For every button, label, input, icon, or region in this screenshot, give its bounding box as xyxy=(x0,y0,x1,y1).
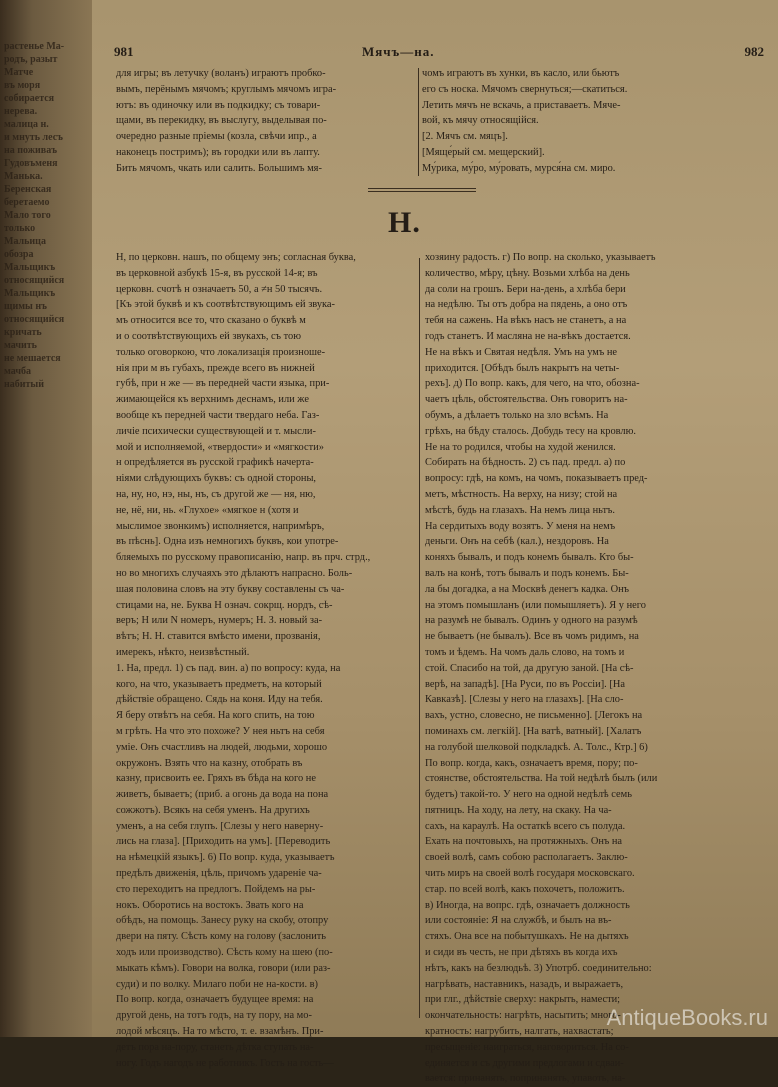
text-line: [Мяще́рый см. мещерский]. xyxy=(422,146,545,158)
text-line: губѣ, при н же — въ передней части языка, при- xyxy=(116,378,330,390)
text-line: пятницъ. На ходу, на лету, на скаку. На ча- xyxy=(425,804,612,816)
text-line: только оговоркою, что локализація произноше- xyxy=(116,346,326,358)
text-line: поминахъ см. легкій]. [На ватѣ, ватный]. [Халатъ xyxy=(425,725,642,737)
text-line: двери на пяту. Сѣсть кому на голову (заслонить xyxy=(116,931,327,943)
text-line: приходится. [Обѣдъ былъ накрытъ на четы- xyxy=(425,362,620,374)
text-line: стоянстве, обстоятельства. На той недѣлѣ былъ (или xyxy=(425,773,658,785)
text-line: въ церковной азбукѣ 15-я, въ русской 14-я; въ xyxy=(116,267,318,279)
text-line: вопросу: гдѣ, на комъ, на чомъ, показываетъ пред- xyxy=(425,473,648,485)
text-line: мой и исполняемой, «твердости» и «мягкости» xyxy=(116,441,324,453)
text-line: обумъ, а дѣлаетъ только на зло всѣмъ. На xyxy=(425,409,609,421)
text-line: лись на глаза]. [Приходить на умъ]. [Переводить xyxy=(116,836,331,848)
text-line: бляемыхъ по русскому правописанію, напр. въ прч. стрд., xyxy=(116,552,371,564)
section-rule-second xyxy=(368,191,476,192)
text-line: уміе. Онъ счастливъ на людей, людьми, хорошо xyxy=(116,741,328,753)
text-line: на нѣмецкій языкъ]. 6) По вопр. куда, указываетъ xyxy=(116,852,335,864)
text-line: на недѣлю. Ты отъ добра на пядень, а оно отъ xyxy=(425,299,628,311)
text-line: казну, присвоить ее. Гряхъ въ бѣда на кого не xyxy=(116,773,316,785)
text-line: метъ, мѣстность. На верху, на низу; стой на xyxy=(425,488,618,500)
text-line: На сердитыхъ воду возятъ. У меня на немъ xyxy=(425,520,616,532)
text-line: Бить мячомъ, чкать или салить. Большимъ мя- xyxy=(116,162,322,174)
text-line: мыслимое звонкимъ) исполняется, напримѣръ, xyxy=(116,520,325,532)
text-line: и о соотвѣтствующихъ ей звукахъ, съ тою xyxy=(116,330,302,342)
text-line: веръ; Н или N номеръ, нумеръ; Н. З. новый за- xyxy=(116,615,323,627)
adjacent-page-edge xyxy=(0,0,92,1037)
text-line: стой. Спасибо на той, да другую заной. [На сѣ- xyxy=(425,662,634,674)
text-line: вой, къ мячу относящійся. xyxy=(422,115,539,127)
text-line: Летить мячъ не вскачь, а приставаетъ. Мяче- xyxy=(422,99,621,111)
text-line: ла бы догадка, а на Москвѣ денегъ кадка. Онъ xyxy=(425,583,630,595)
text-line: Ехать на почтовыхъ, на протяжныхъ. Онъ на xyxy=(425,836,623,848)
text-line: детъ пора на-пору, станеть дѣтка ступать на- xyxy=(116,1041,314,1053)
text-line: пресыщеніе: наиграться, наговориться. На со- xyxy=(425,1041,629,1053)
text-line: суди) и по волку. Милаго поби не на-кости. в) xyxy=(116,978,319,990)
text-line: для игры; въ летучку (воланъ) играютъ пробко- xyxy=(116,68,326,79)
text-line: личіе психически существующей и т. мысли- xyxy=(116,425,316,437)
page-number-left: 981 xyxy=(114,44,134,59)
text-line: По вопр. когда, какъ, означаетъ время, пору; по- xyxy=(425,757,638,769)
top-right-column xyxy=(422,66,744,178)
text-line: вообще къ передней части твердаго неба. Газ- xyxy=(116,409,320,421)
text-line: кратность: нагрубить, налгать, нахвастать; xyxy=(425,1026,614,1038)
text-line: стар. по всей волѣ, какъ похочетъ, положитъ. xyxy=(425,883,625,895)
text-line: н опредѣляется въ русской графикѣ начерта- xyxy=(116,457,314,469)
text-line: количество, мѣру, цѣну. Возьми хлѣба на день xyxy=(425,267,630,279)
text-line: на разумѣ не бывалъ. Одинъ у одного на разумѣ xyxy=(425,615,638,627)
text-line: предѣлъ движенія, цѣль, причомъ удареніе ча- xyxy=(116,868,322,880)
text-line: 1. На, предл. 1) съ пад. вин. а) по вопросу: куда, на xyxy=(116,662,341,674)
text-line: или состояніе: Я на службѣ, и былъ на въ- xyxy=(425,915,612,927)
text-line: м грѣть. На что это похоже? У нея ньтъ на себя xyxy=(116,725,325,737)
text-line: единяется и съ другими предлогами и сдваи- xyxy=(425,1057,624,1069)
text-line: шая половина словъ на эту букву составлены съ ча- xyxy=(116,583,345,595)
column-divider-top xyxy=(418,68,419,176)
text-line: годъ станетъ. И масляна не на-вѣкъ достается. xyxy=(425,330,631,342)
watermark: AntiqueBooks.ru xyxy=(606,1005,768,1030)
text-line: [2. Мячъ см. мяцъ]. xyxy=(422,131,508,143)
text-line: валъ на конѣ, тотъ бывалъ и подъ конемъ. Бы- xyxy=(425,567,629,579)
text-line: чомъ играютъ въ хунки, въ касло, или бьютъ xyxy=(422,68,620,79)
text-line: ногу. Годъ нагодъ не работникъ. Гость на гость— xyxy=(116,1057,334,1069)
text-line: стицами на, не. Буква Н означ. сокрщ. нордъ, сѣ- xyxy=(116,599,333,611)
text-line: чить миръ на своей волѣ государя московскаго. xyxy=(425,868,635,880)
text-line: его съ носка. Мячомъ свернуться;—скатиться. xyxy=(422,83,628,95)
text-line: Я беру отвѣтъ на себя. На кого спить, на тою xyxy=(116,710,315,722)
text-line: окружонъ. Взять что на казну, отобрать въ xyxy=(116,757,303,769)
text-line: грѣхъ, на бѣду сталось. Добудь тесу на кровлю. xyxy=(425,425,636,437)
text-line: рехъ]. д) По вопр. какъ, для чего, на что, обозна- xyxy=(425,378,640,390)
text-line: ніями слѣдующихъ буквъ: съ одной стороны, xyxy=(116,473,317,485)
text-line: не бываетъ (не бывалъ). Все въ чомъ ридимъ, на xyxy=(425,631,639,643)
main-right-column xyxy=(425,250,745,1085)
top-left-column xyxy=(116,66,412,178)
text-line: но во многихъ случаяхъ это дѣлаютъ напрасно. Боль- xyxy=(116,567,353,579)
column-divider-main xyxy=(419,258,420,1018)
text-line: наконецъ постримъ); въ городки или въ лапту. xyxy=(116,146,320,158)
text-line: лодой мѣсяцъ. На то мѣсто, т. е. взамѣнъ. При- xyxy=(116,1026,324,1038)
text-line: жимающейся къ верхнимъ деснамъ, или же xyxy=(116,394,309,406)
text-line: не, нё, ни, нь. «Глухое» «мягкое н (хотя и xyxy=(116,504,299,516)
text-line: ютъ: въ одиночку или въ подкидку; съ товари- xyxy=(116,99,321,111)
text-line: на этомъ помышланъ (или помышляетъ). Я у него xyxy=(425,599,646,611)
text-line: вымъ, перёнымъ мячомъ; круглымъ мячомъ игра- xyxy=(116,83,337,95)
text-line: тебя на сажень. На вѣкъ насъ не станетъ, а на xyxy=(425,315,627,327)
text-line: вѣтъ; Н. Н. ставится вмѣсто имени, прозванія, xyxy=(116,631,321,643)
text-line: коняхъ бывалъ, и подъ конемъ бывалъ. Кто бы- xyxy=(425,552,634,564)
text-line: сто переходитъ на предлогъ. Пойдемъ на ры- xyxy=(116,883,316,895)
text-line: чаетъ цѣль, обстоятельства. Онъ говоритъ на- xyxy=(425,394,628,406)
section-rule xyxy=(368,188,476,189)
text-line: живетъ, бываетъ; (приб. а огонь да вода на пона xyxy=(116,789,329,801)
text-line: нія при м въ губахъ, прежде всего въ нижней xyxy=(116,362,315,374)
text-line: стяхъ. Она все на побытушкахъ. Не на дытяхъ xyxy=(425,931,629,943)
text-line: на, ну, но, нэ, ны, нъ, съ другой же — ня, ню, xyxy=(116,488,316,500)
text-line: мъ относится все то, что сказано о буквѣ м xyxy=(116,315,306,327)
text-line: на голубой шелковой подкладкѣ. А. Толс., Ктр.] 6) xyxy=(425,741,648,753)
text-line: нокъ. Оборотись на востокъ. Звать кого на xyxy=(116,899,304,911)
page-number-right: 982 xyxy=(744,44,764,59)
text-line: другой день, на тотъ годъ, на ту пору, на мо- xyxy=(116,1010,312,1022)
text-line: да соли на грошъ. Бери на-день, а хлѣба бери xyxy=(425,283,626,295)
text-line: вахъ, устно, словесно, не письменно]. [Легокъ на xyxy=(425,710,643,722)
text-line: своей волѣ, самъ собою располагаетъ. Заклю- xyxy=(425,852,628,864)
dictionary-page xyxy=(92,0,778,1085)
text-line: имерекъ, нѣкто, неизвѣстный. xyxy=(116,646,250,658)
text-line: и сиди въ честь, не при дѣтяхъ въ когда ихъ xyxy=(425,947,618,959)
text-line: томъ и ѣдемъ. На чомъ даль слово, на томъ и xyxy=(425,646,625,658)
text-line: верѣ, на западѣ]. [На Руси, по въ Россіи]. [На xyxy=(425,678,625,690)
text-line: мѣстѣ, будь на глазахъ. На немъ лица ньтъ. xyxy=(425,504,616,516)
text-line: церковн. счотѣ н означаетъ 50, а ≠н 50 тысячъ. xyxy=(116,283,323,295)
text-line: [Къ этой буквѣ и къ соотвѣтствующимъ ей звука- xyxy=(116,299,336,311)
text-line: дѣйствіе обращено. Сядь на коня. Иду на тебя. xyxy=(116,694,323,706)
text-line: сахъ, на караулѣ. На остаткѣ всего съ полуда. xyxy=(425,820,626,832)
running-title: Мячъ—на. xyxy=(362,44,435,59)
text-line: сожжотъ). Всякъ на себя уменъ. На другихъ xyxy=(116,804,310,816)
text-line: мыкать кѣмъ). Говори на волка, говори (или раз- xyxy=(116,962,331,974)
text-line: По вопр. когда, означаетъ будущее время: на xyxy=(116,994,314,1006)
text-line: в) Иногда, на вопрс. гдѣ, означаетъ должность xyxy=(425,899,630,911)
text-line: Кавказѣ]. [Слезы у него на глазахъ]. [На сло- xyxy=(425,694,624,706)
main-left-column xyxy=(116,250,414,1069)
section-letter: Н. xyxy=(388,206,421,239)
text-line: очередно разные пріемы (козла, свѣчи ипр., а xyxy=(116,131,317,143)
text-line: щами, въ перекидку, въ выслугу, выделывая по- xyxy=(116,115,327,127)
text-line: Му́рика, му́ро, му́ровать, мурся́на см. миро. xyxy=(422,162,616,174)
text-line: вается: принанять, попринанять, упавоть, на- xyxy=(425,1073,626,1085)
text-line: будетъ) такой-то. У него на одной недѣлѣ семь xyxy=(425,789,632,801)
text-line: хозяину радость. г) По вопр. на сколько, указываетъ xyxy=(425,252,656,263)
text-line: нѣтъ, какъ на безлюдьѣ. 3) Употрб. соединительно: xyxy=(425,962,652,974)
text-line: нагрѣвать, наставникъ, назадъ, и выражаетъ, xyxy=(425,978,624,990)
text-line: въ пѣснь]. Одна изъ немногихъ буквъ, кои употре- xyxy=(116,536,339,548)
adjacent-page-text: растенье Ма- родъ, разыт Матче въ моря собирается нерева. малица н. и мнуть лесъ на поживаъ Гудовъменя Манька. Беренская беретаемо Мало того только Мальица обозра Мальщикъ относящийся Мальщикъ щимы нъ относящийся кричать мачить не мешается мачба набитый xyxy=(4,41,65,390)
text-line: обѣдъ, на помощь. Занесу руку на скобу, отопру xyxy=(116,915,329,927)
text-line: ходъ или производство). Сѣсть кому на шею (по- xyxy=(116,947,333,959)
text-line: Не на вѣкъ и Святая недѣля. Умъ на умъ не xyxy=(425,346,618,358)
page-header xyxy=(114,44,764,64)
text-line: деньги. Онъ на себѣ (кал.), нездоровъ. На xyxy=(425,536,609,548)
text-line: окончательность: нагрѣть, насытить; много- xyxy=(425,1010,621,1022)
text-line: кого, на что, указываетъ предметъ, на который xyxy=(116,678,322,690)
text-line: при глг., дѣйствіе сверху: накрыть, намести; xyxy=(425,994,621,1006)
text-line: Н, по церковн. нашъ, по общему энъ; согласная буква, xyxy=(116,252,356,263)
text-line: Не на то родился, чтобы на худой женился. xyxy=(425,441,616,453)
text-line: уменъ, а на себя глупъ. [Слезы у него наверну- xyxy=(116,820,324,832)
text-line: Собирать на бѣдность. 2) съ пад. предл. а) по xyxy=(425,457,626,469)
